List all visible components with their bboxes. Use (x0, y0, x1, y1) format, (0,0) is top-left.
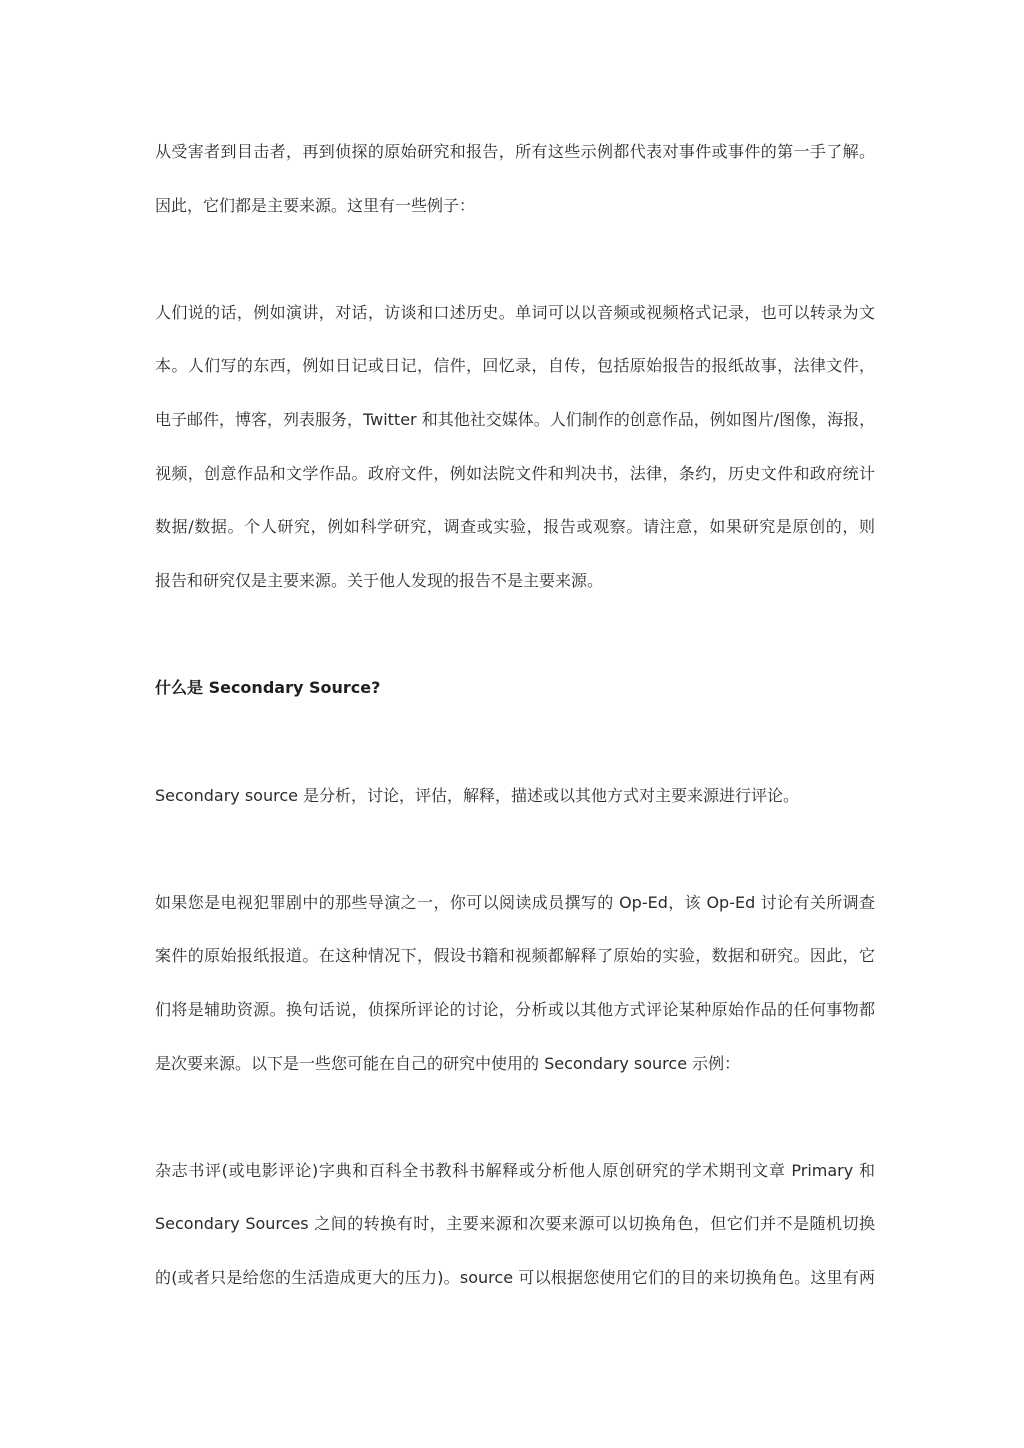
paragraph-2-line-2: 本。人们写的东西，例如日记或日记，信件，回忆录，自传，包括原始报告的报纸故事，法律文件， (155, 356, 875, 375)
paragraph-4-line-2: 案件的原始报纸报道。在这种情况下，假设书籍和视频都解释了原始的实验，数据和研究。因此，它 (155, 946, 875, 965)
paragraph-3-line-1: Secondary source 是分析，讨论，评估，解释，描述或以其他方式对主要来源进行评论。 (155, 786, 800, 805)
paragraph-1-line-1: 从受害者到目击者，再到侦探的原始研究和报告，所有这些示例都代表对事件或事件的第一手了解。 (155, 142, 875, 161)
paragraph-2-line-4: 视频，创意作品和文学作品。政府文件，例如法院文件和判决书，法律，条约，历史文件和政府统计 (155, 464, 875, 483)
paragraph-4-line-3: 们将是辅助资源。换句话说，侦探所评论的讨论，分析或以其他方式评论某种原始作品的任何事物都 (155, 1000, 875, 1019)
paragraph-2-line-6: 报告和研究仅是主要来源。关于他人发现的报告不是主要来源。 (155, 571, 604, 590)
paragraph-2-line-3: 电子邮件，博客，列表服务，Twitter 和其他社交媒体。人们制作的创意作品，例如图片/图像，海报， (155, 410, 876, 429)
paragraph-4-line-4: 是次要来源。以下是一些您可能在自己的研究中使用的 Secondary source 示例： (155, 1054, 741, 1073)
paragraph-2-line-5: 数据/数据。个人研究，例如科学研究，调查或实验，报告或观察。请注意，如果研究是原创的，则 (155, 517, 875, 536)
paragraph-5-line-1: 杂志书评(或电影评论)字典和百科全书教科书解释或分析他人原创研究的学术期刊文章 Primary 和 (155, 1161, 875, 1180)
paragraph-5-line-2: Secondary Sources 之间的转换有时，主要来源和次要来源可以切换角色，但它们并不是随机切换 (155, 1214, 875, 1233)
paragraph-5-line-3: 的(或者只是给您的生活造成更大的压力)。source 可以根据您使用它们的目的来切换角色。这里有两 (155, 1268, 875, 1287)
paragraph-4-line-1: 如果您是电视犯罪剧中的那些导演之一，你可以阅读成员撰写的 Op-Ed，该 Op-Ed 讨论有关所调查 (155, 893, 875, 912)
paragraph-2-line-1: 人们说的话，例如演讲，对话，访谈和口述历史。单词可以以音频或视频格式记录，也可以转录为文 (155, 303, 875, 322)
paragraph-1-line-2: 因此，它们都是主要来源。这里有一些例子： (155, 196, 476, 215)
section-heading: 什么是 Secondary Source? (155, 678, 381, 697)
